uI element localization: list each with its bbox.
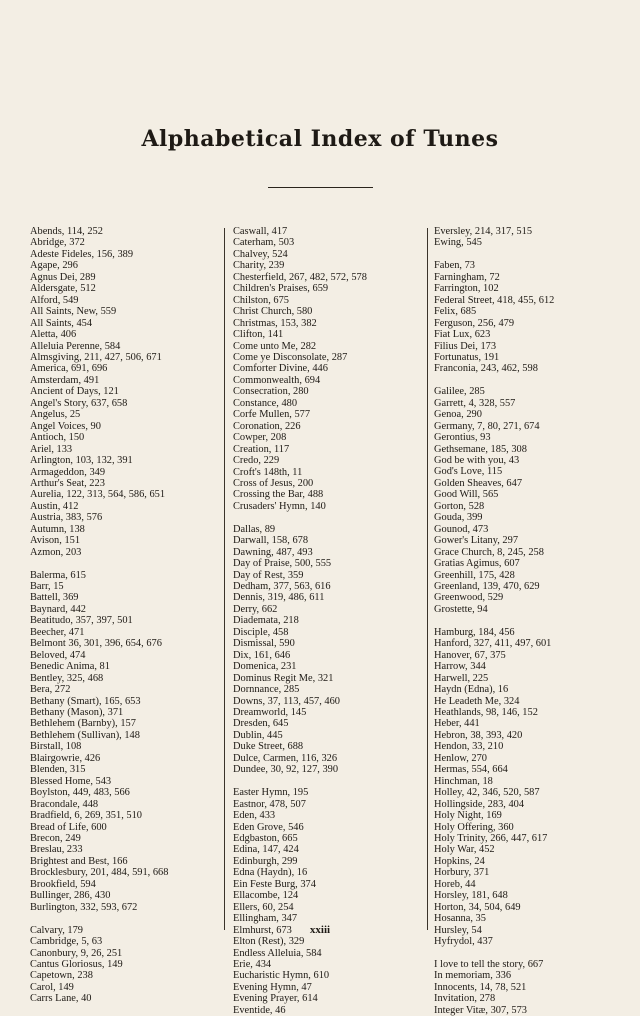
index-entry: Greenhill, 175, 428 (434, 569, 515, 581)
index-entry: Easter Hymn, 195 (233, 787, 309, 799)
index-entry: Carol, 149 (30, 981, 74, 993)
index-entry: Erie, 434 (233, 958, 272, 970)
index-entry: God's Love, 115 (434, 466, 503, 478)
index-entry: Gouda, 399 (434, 512, 483, 524)
index-entry: Eden Grove, 546 (233, 821, 304, 833)
index-entry: Belmont 36, 301, 396, 654, 676 (30, 638, 162, 650)
index-entry: Franconia, 243, 462, 598 (434, 363, 538, 375)
index-column-2 (233, 226, 429, 1016)
index-entry: Dundee, 30, 92, 127, 390 (233, 764, 339, 776)
index-entry: Commonwealth, 694 (233, 374, 321, 386)
index-entry: Horsley, 181, 648 (434, 890, 508, 902)
index-entry: Blenden, 315 (30, 764, 86, 776)
index-entry: Creation, 117 (233, 443, 290, 455)
index-entry: Brookfield, 594 (30, 878, 96, 890)
index-entry: Good Will, 565 (434, 489, 499, 501)
index-entry: Bentley, 325, 468 (30, 672, 104, 684)
index-entry: Ariel, 133 (30, 443, 73, 455)
index-column-3 (434, 226, 630, 1016)
index-entry: Bethany (Smart), 165, 653 (30, 695, 141, 707)
index-entry: All Saints, New, 559 (30, 306, 117, 318)
index-entry: Arlington, 103, 132, 391 (30, 455, 133, 467)
index-entry: Harrow, 344 (434, 661, 486, 673)
index-entry: Evening Hymn, 47 (233, 981, 312, 993)
index-entry: Corfe Mullen, 577 (233, 409, 311, 421)
index-entry: Avison, 151 (30, 535, 81, 547)
index-entry: Austria, 383, 576 (30, 512, 103, 524)
index-entry: I love to tell the story, 667 (434, 958, 544, 970)
index-entry: Dornnance, 285 (233, 684, 300, 696)
index-entry: Crusaders' Hymn, 140 (233, 500, 326, 512)
index-entry: Bethany (Mason), 371 (30, 707, 124, 719)
index-entry: Breslau, 233 (30, 844, 83, 856)
index-entry: Chalvey, 524 (233, 248, 288, 260)
index-entry: Heathlands, 98, 146, 152 (434, 706, 538, 718)
index-entry: Diademata, 218 (233, 615, 299, 627)
index-entry: Come ye Disconsolate, 287 (233, 351, 348, 363)
index-entry: Hosanna, 35 (434, 913, 486, 925)
index-entry: Antioch, 150 (30, 432, 85, 444)
index-entry: Day of Praise, 500, 555 (233, 558, 332, 570)
index-entry: Ellingham, 347 (233, 913, 298, 925)
index-entry: Beloved, 474 (30, 649, 86, 661)
index-entry: Elton (Rest), 329 (233, 936, 305, 948)
index-entry: Christ Church, 580 (233, 306, 313, 318)
index-entry: Benedic Anima, 81 (30, 661, 110, 673)
index-entry: Hopkins, 24 (434, 855, 485, 867)
section-gap (30, 558, 226, 569)
section-gap (233, 512, 429, 523)
index-column-1 (30, 226, 226, 1005)
index-entry: Dublin, 445 (233, 729, 283, 741)
index-entry: Invitation, 278 (434, 993, 496, 1005)
index-entry: Blessed Home, 543 (30, 775, 112, 787)
index-entry: Innocents, 14, 78, 521 (434, 981, 527, 993)
index-entry: Agnus Dei, 289 (30, 271, 96, 283)
index-entry: Cowper, 208 (233, 432, 287, 444)
index-entry: Bullinger, 286, 430 (30, 890, 111, 902)
index-entry: Gounod, 473 (434, 523, 489, 535)
index-entry: Greenland, 139, 470, 629 (434, 581, 540, 593)
index-entry: Harwell, 225 (434, 672, 489, 684)
index-entry: America, 691, 696 (30, 363, 108, 375)
index-entry: Carrs Lane, 40 (30, 993, 92, 1005)
index-entry: Chilston, 675 (233, 294, 290, 306)
page-number: xxiii (309, 924, 331, 936)
index-entry: Edna (Haydn), 16 (233, 867, 308, 879)
index-entry: Genoa, 290 (434, 409, 482, 421)
index-entry: Abridge, 372 (30, 237, 85, 249)
index-entry: Dulce, Carmen, 116, 326 (233, 752, 338, 764)
index-entry: Horeb, 44 (434, 878, 476, 890)
index-entry: Haydn (Edna), 16 (434, 684, 509, 696)
index-entry: Dedham, 377, 563, 616 (233, 581, 331, 593)
index-entry: Come unto Me, 282 (233, 340, 317, 352)
index-entry: Duke Street, 688 (233, 741, 304, 753)
index-entry: Comforter Divine, 446 (233, 363, 328, 375)
index-entry: Bera, 272 (30, 684, 71, 696)
index-entry: Gower's Litany, 297 (434, 535, 519, 547)
index-entry: Brightest and Best, 166 (30, 855, 128, 867)
index-entry: Grace Church, 8, 245, 258 (434, 546, 544, 558)
index-entry: Consecration, 280 (233, 386, 309, 398)
index-entry: Eden, 433 (233, 810, 276, 822)
index-entry: Baynard, 442 (30, 603, 86, 615)
index-entry: Domenica, 231 (233, 661, 297, 673)
index-entry: Eversley, 214, 317, 515 (434, 226, 533, 237)
index-entry: Derry, 662 (233, 603, 278, 615)
index-entry: Agape, 296 (30, 260, 78, 272)
index-entry: Dix, 161, 646 (233, 649, 291, 661)
page-title: Alphabetical Index of Tunes (141, 126, 499, 152)
index-entry: Disciple, 458 (233, 626, 289, 638)
index-entry: Holy Offering, 360 (434, 821, 514, 833)
index-entry: Dreamworld, 145 (233, 707, 307, 719)
index-entry: Aurelia, 122, 313, 564, 586, 651 (30, 489, 166, 501)
title-rule (268, 187, 373, 188)
index-entry: Azmon, 203 (30, 546, 82, 558)
index-entry: Gorton, 528 (434, 500, 485, 512)
index-entry: Hinchman, 18 (434, 775, 493, 787)
index-entry: Horton, 34, 504, 649 (434, 901, 521, 913)
index-entry: Dominus Regit Me, 321 (233, 672, 334, 684)
index-entry: In memoriam, 336 (434, 970, 512, 982)
index-entry: Hendon, 33, 210 (434, 741, 504, 753)
index-entry: Adeste Fideles, 156, 389 (30, 248, 134, 260)
index-entry: Battell, 369 (30, 592, 79, 604)
index-entry: Endless Alleluia, 584 (233, 947, 322, 959)
index-entry: Amsterdam, 491 (30, 374, 100, 386)
index-entry: Autumn, 138 (30, 523, 85, 535)
index-entry: Bethlehem (Sullivan), 148 (30, 729, 140, 741)
index-entry: Elmhurst, 673 (233, 924, 292, 936)
index-entry: Ferguson, 256, 479 (434, 317, 515, 329)
index-entry: Faben, 73 (434, 260, 475, 272)
index-entry: Cross of Jesus, 200 (233, 477, 314, 489)
index-entry: Horbury, 371 (434, 867, 490, 879)
index-entry: Croft's 148th, 11 (233, 466, 303, 478)
index-entry: Germany, 7, 80, 271, 674 (434, 420, 540, 432)
index-entry: Charity, 239 (233, 260, 285, 272)
index-entry: Fortunatus, 191 (434, 351, 500, 363)
index-entry: Downs, 37, 113, 457, 460 (233, 695, 340, 707)
section-gap (233, 776, 429, 787)
index-entry: Bethlehem (Barnby), 157 (30, 718, 136, 730)
index-entry: Christmas, 153, 382 (233, 317, 317, 329)
index-entry: Dismissal, 590 (233, 638, 295, 650)
index-entry: Ewing, 545 (434, 237, 482, 249)
index-entry: Balerma, 615 (30, 569, 86, 581)
section-gap (434, 615, 630, 626)
index-entry: Dennis, 319, 486, 611 (233, 592, 325, 604)
index-entry: Almsgiving, 211, 427, 506, 671 (30, 351, 162, 363)
index-entry: Hanford, 327, 411, 497, 601 (434, 638, 552, 650)
index-entry: Arthur's Seat, 223 (30, 477, 105, 489)
section-gap (30, 913, 226, 924)
index-entry: Capetown, 238 (30, 970, 93, 982)
index-entry: Ein Feste Burg, 374 (233, 878, 316, 890)
index-entry: Boylston, 449, 483, 566 (30, 787, 130, 799)
index-entry: Credo, 229 (233, 455, 280, 467)
index-entry: Dresden, 645 (233, 718, 289, 730)
index-entry: Brecon, 249 (30, 833, 81, 844)
index-entry: Grostette, 94 (434, 603, 488, 615)
index-entry: Edinburgh, 299 (233, 855, 298, 867)
index-entry: Ancient of Days, 121 (30, 386, 119, 398)
index-entry: Chesterfield, 267, 482, 572, 578 (233, 271, 367, 283)
index-entry: Hanover, 67, 375 (434, 649, 506, 661)
section-gap (434, 249, 630, 260)
index-entry: Austin, 412 (30, 500, 79, 512)
index-entry: Filius Dei, 173 (434, 340, 497, 352)
index-entry: Edina, 147, 424 (233, 844, 299, 856)
index-entry: Federal Street, 418, 455, 612 (434, 294, 555, 306)
index-entry: Bread of Life, 600 (30, 821, 107, 833)
index-entry: Farrington, 102 (434, 283, 499, 295)
index-entry: He Leadeth Me, 324 (434, 695, 520, 707)
index-entry: Beatitudo, 357, 397, 501 (30, 615, 133, 627)
index-entry: Gratias Agimus, 607 (434, 558, 520, 570)
index-entry: Evening Prayer, 614 (233, 993, 318, 1005)
index-entry: Ellers, 60, 254 (233, 901, 294, 913)
index-entry: Angelus, 25 (30, 409, 81, 421)
index-entry: Hursley, 54 (434, 924, 482, 936)
index-entry: Brocklesbury, 201, 484, 591, 668 (30, 867, 169, 879)
index-entry: Ellacombe, 124 (233, 890, 299, 902)
index-entry: Clifton, 141 (233, 329, 284, 341)
index-entry: Aldersgate, 512 (30, 283, 96, 295)
index-entry: Galilee, 285 (434, 386, 485, 398)
index-entry: Bracondale, 448 (30, 798, 99, 810)
index-entry: Gerontius, 93 (434, 432, 491, 444)
index-entry: Hermas, 554, 664 (434, 764, 508, 776)
index-entry: Eucharistic Hymn, 610 (233, 970, 330, 982)
index-entry: Coronation, 226 (233, 420, 301, 432)
index-entry: Caterham, 503 (233, 237, 295, 249)
index-entry: Cantus Gloriosus, 149 (30, 958, 123, 970)
index-entry: Holley, 42, 346, 520, 587 (434, 787, 540, 799)
index-entry: Eastnor, 478, 507 (233, 798, 306, 810)
index-entry: Aletta, 406 (30, 329, 77, 341)
index-entry: Barr, 15 (30, 581, 64, 593)
index-entry: Birstall, 108 (30, 741, 82, 753)
index-entry: Hamburg, 184, 456 (434, 626, 515, 638)
index-entry: Beecher, 471 (30, 626, 85, 638)
index-entry: Burlington, 332, 593, 672 (30, 901, 138, 913)
index-entry: Crossing the Bar, 488 (233, 489, 324, 501)
index-entry: God be with you, 43 (434, 455, 520, 467)
index-entry: Edgbaston, 665 (233, 832, 298, 844)
index-entry: Bradfield, 6, 269, 351, 510 (30, 810, 142, 822)
index-entry: Holy Trinity, 266, 447, 617 (434, 832, 548, 844)
index-entry: All Saints, 454 (30, 317, 93, 329)
index-entry: Armageddon, 349 (30, 466, 106, 478)
index-entry: Caswall, 417 (233, 226, 288, 237)
index-entry: Cambridge, 5, 63 (30, 936, 103, 948)
index-entry: Angel's Story, 637, 658 (30, 397, 128, 409)
index-entry: Canonbury, 9, 26, 251 (30, 947, 123, 959)
index-entry: Holy Night, 169 (434, 810, 502, 822)
index-entry: Constance, 480 (233, 397, 298, 409)
index-entry: Blairgowrie, 426 (30, 752, 101, 764)
section-gap (434, 948, 630, 959)
index-entry: Henlow, 270 (434, 752, 488, 764)
index-entry: Angel Voices, 90 (30, 420, 101, 432)
index-entry: Holy War, 452 (434, 844, 495, 856)
index-entry: Fiat Lux, 623 (434, 329, 491, 341)
index-entry: Hebron, 38, 393, 420 (434, 729, 523, 741)
section-gap (434, 375, 630, 386)
index-entry: Golden Sheaves, 647 (434, 477, 523, 489)
index-entry: Dallas, 89 (233, 523, 276, 535)
index-entry: Children's Praises, 659 (233, 283, 329, 295)
index-entry: Day of Rest, 359 (233, 569, 304, 581)
index-entry: Farningham, 72 (434, 271, 500, 283)
index-entry: Hyfrydol, 437 (434, 936, 493, 948)
index-entry: Eventide, 46 (233, 1004, 286, 1016)
index-entry: Gethsemane, 185, 308 (434, 443, 527, 455)
index-entry: Dawning, 487, 493 (233, 546, 313, 558)
index-entry: Integer Vitæ, 307, 573 (434, 1004, 527, 1016)
index-entry: Felix, 685 (434, 306, 477, 318)
index-entry: Heber, 441 (434, 718, 480, 730)
index-entry: Greenwood, 529 (434, 592, 504, 604)
index-entry: Garrett, 4, 328, 557 (434, 397, 516, 409)
index-entry: Abends, 114, 252 (30, 226, 103, 237)
index-entry: Alford, 549 (30, 294, 79, 306)
index-entry: Darwall, 158, 678 (233, 535, 309, 547)
index-entry: Alleluia Perenne, 584 (30, 340, 121, 352)
index-entry: Hollingside, 283, 404 (434, 798, 525, 810)
index-entry: Calvary, 179 (30, 924, 83, 936)
